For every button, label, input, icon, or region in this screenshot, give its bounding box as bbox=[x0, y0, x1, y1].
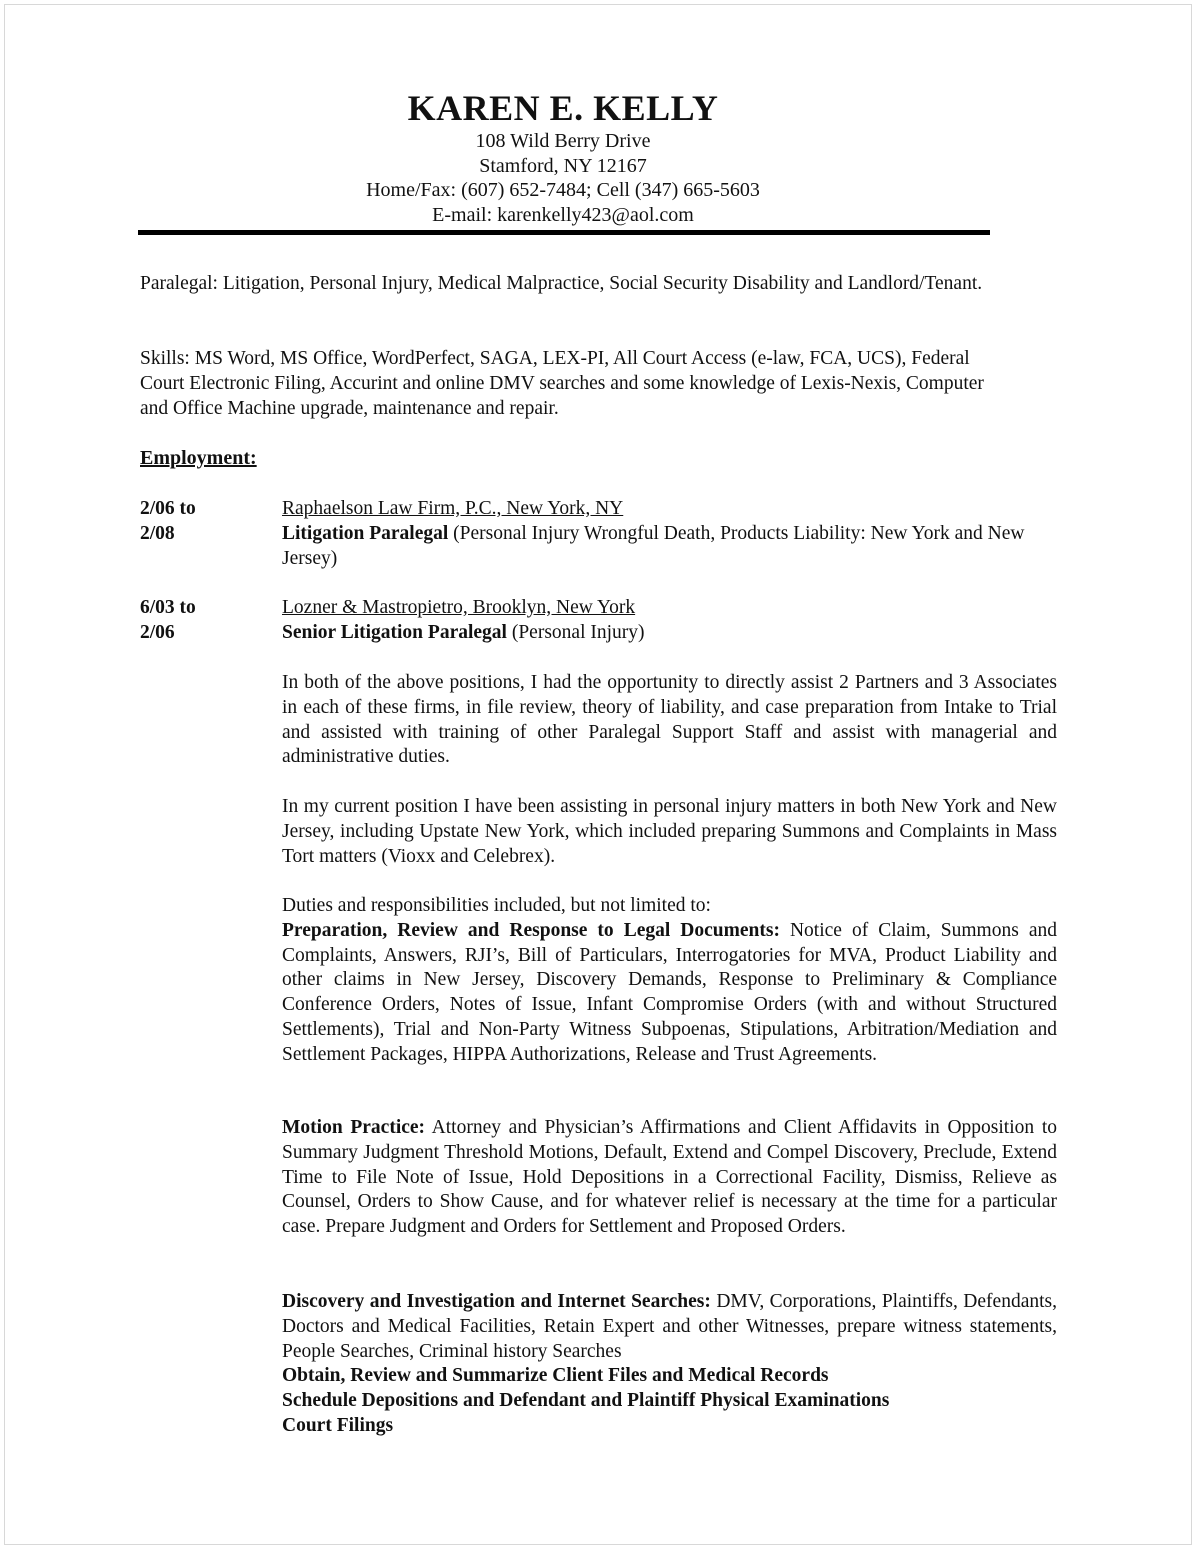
job-2-date-to: 2/06 bbox=[140, 621, 175, 643]
job-1-dates bbox=[140, 497, 196, 547]
job-1-role bbox=[282, 522, 1057, 572]
obtain-line: Obtain, Review and Summarize Client Files and Medical Records bbox=[282, 1365, 829, 1387]
job-1-date-to: 2/08 bbox=[140, 522, 175, 544]
schedule-line: Schedule Depositions and Defendant and Plaintiff Physical Examinations bbox=[282, 1390, 890, 1412]
positions-paragraph: In both of the above positions, I had the opportunity to directly assist 2 Partners and 3 Associates in each of these firms, in file review, theory of liability, and case preparation from Intake to Trial and assisted with training of other Paralegal Support Staff and assist with managerial and administrative duties. bbox=[282, 672, 1057, 768]
job-2-role-detail: (Personal Injury) bbox=[506, 621, 645, 643]
job-1-role-detail: (Personal Injury Wrongful Death, Products Liability: New York and New Jersey) bbox=[282, 522, 1025, 569]
job-2-role bbox=[282, 621, 1057, 646]
header-divider bbox=[138, 230, 990, 235]
applicant-name: KAREN E. KELLY bbox=[407, 88, 719, 128]
prep-paragraph bbox=[282, 919, 1057, 1068]
discovery-paragraph bbox=[282, 1290, 1057, 1364]
job-2-dates bbox=[140, 596, 196, 646]
phone-line: Home/Fax: (607) 652-7484; Cell (347) 665-5603 bbox=[366, 179, 760, 201]
employment-heading: Employment: bbox=[140, 447, 257, 469]
motion-heading: Motion Practice: bbox=[282, 1117, 426, 1138]
resume-header bbox=[138, 88, 988, 227]
address-line-2: Stamford, NY 12167 bbox=[479, 154, 647, 177]
summary-paragraph: Paralegal: Litigation, Personal Injury, Medical Malpractice, Social Security Disability and Landlord/Tenant. bbox=[140, 273, 983, 294]
discovery-block bbox=[282, 1290, 1057, 1439]
motion-paragraph bbox=[282, 1116, 1057, 1240]
job-1-date-from: 2/06 to bbox=[140, 498, 196, 519]
court-filings-line: Court Filings bbox=[282, 1414, 394, 1436]
job-2-title: Senior Litigation Paralegal bbox=[282, 621, 507, 643]
job-1-employer: Raphaelson Law Firm, P.C., New York, NY bbox=[282, 498, 624, 519]
discovery-heading: Discovery and Investigation and Internet Searches: bbox=[282, 1291, 711, 1312]
address-line-1: 108 Wild Berry Drive bbox=[475, 130, 651, 152]
skills-paragraph: Skills: MS Word, MS Office, WordPerfect, SAGA, LEX-PI, All Court Access (e-law, FCA, UCS), Federal Court Electronic Filing, Accurint and online DMV searches and some knowledge of Lexis-Nexis, Computer and Office Machine upgrade, maintenance and repair. bbox=[140, 348, 984, 419]
prep-text: Notice of Claim, Summons and Complaints, Answers, RJI’s, Bill of Particulars, Interrogatories for MVA, Product Liability and other claims in New Jersey, Discovery Demands, Response to Preliminary & Compliance Conference Orders, Notes of Issue, Infant Compromise Orders (with and without Structured Settlements), Trial and Non-Party Witness Subpoenas, Stipulations, Arbitration/Mediation and Settlement Packages, HIPPA Authorizations, Release and Trust Agreements. bbox=[282, 919, 1057, 1065]
job-1-title: Litigation Paralegal bbox=[282, 522, 449, 544]
prep-heading: Preparation, Review and Response to Legal Documents: bbox=[282, 919, 780, 941]
job-1-details bbox=[282, 497, 1057, 571]
duties-intro: Duties and responsibilities included, but not limited to: bbox=[282, 895, 711, 916]
email-line: E-mail: karenkelly423@aol.com bbox=[432, 203, 694, 226]
discovery-text: DMV, Corporations, Plaintiffs, Defendants, Doctors and Medical Facilities, Retain Expert and other Witnesses, prepare witness statements, People Searches, Criminal history Searches bbox=[282, 1291, 1057, 1362]
motion-text: Attorney and Physician’s Affirmations and Client Affidavits in Opposition to Summary Judgment Threshold Motions, Default, Extend and Compel Discovery, Preclude, Extend Time to File Note of Issue, Hold Depositions in a Correctional Facility, Dismiss, Relieve as Counsel, Orders to Show Cause, and for whatever relief is necessary at the time for a particular case. Prepare Judgment and Orders for Settlement and Proposed Orders. bbox=[282, 1117, 1057, 1238]
job-2-date-from: 6/03 to bbox=[140, 597, 196, 618]
job-2-details bbox=[282, 596, 1057, 646]
job-2-employer: Lozner & Mastropietro, Brooklyn, New York bbox=[282, 597, 636, 618]
duties-block bbox=[282, 894, 1057, 1068]
current-position-paragraph: In my current position I have been assisting in personal injury matters in both New York and New Jersey, including Upstate New York, which included preparing Summons and Complaints in Mass Tort matters (Vioxx and Celebrex). bbox=[282, 796, 1057, 867]
